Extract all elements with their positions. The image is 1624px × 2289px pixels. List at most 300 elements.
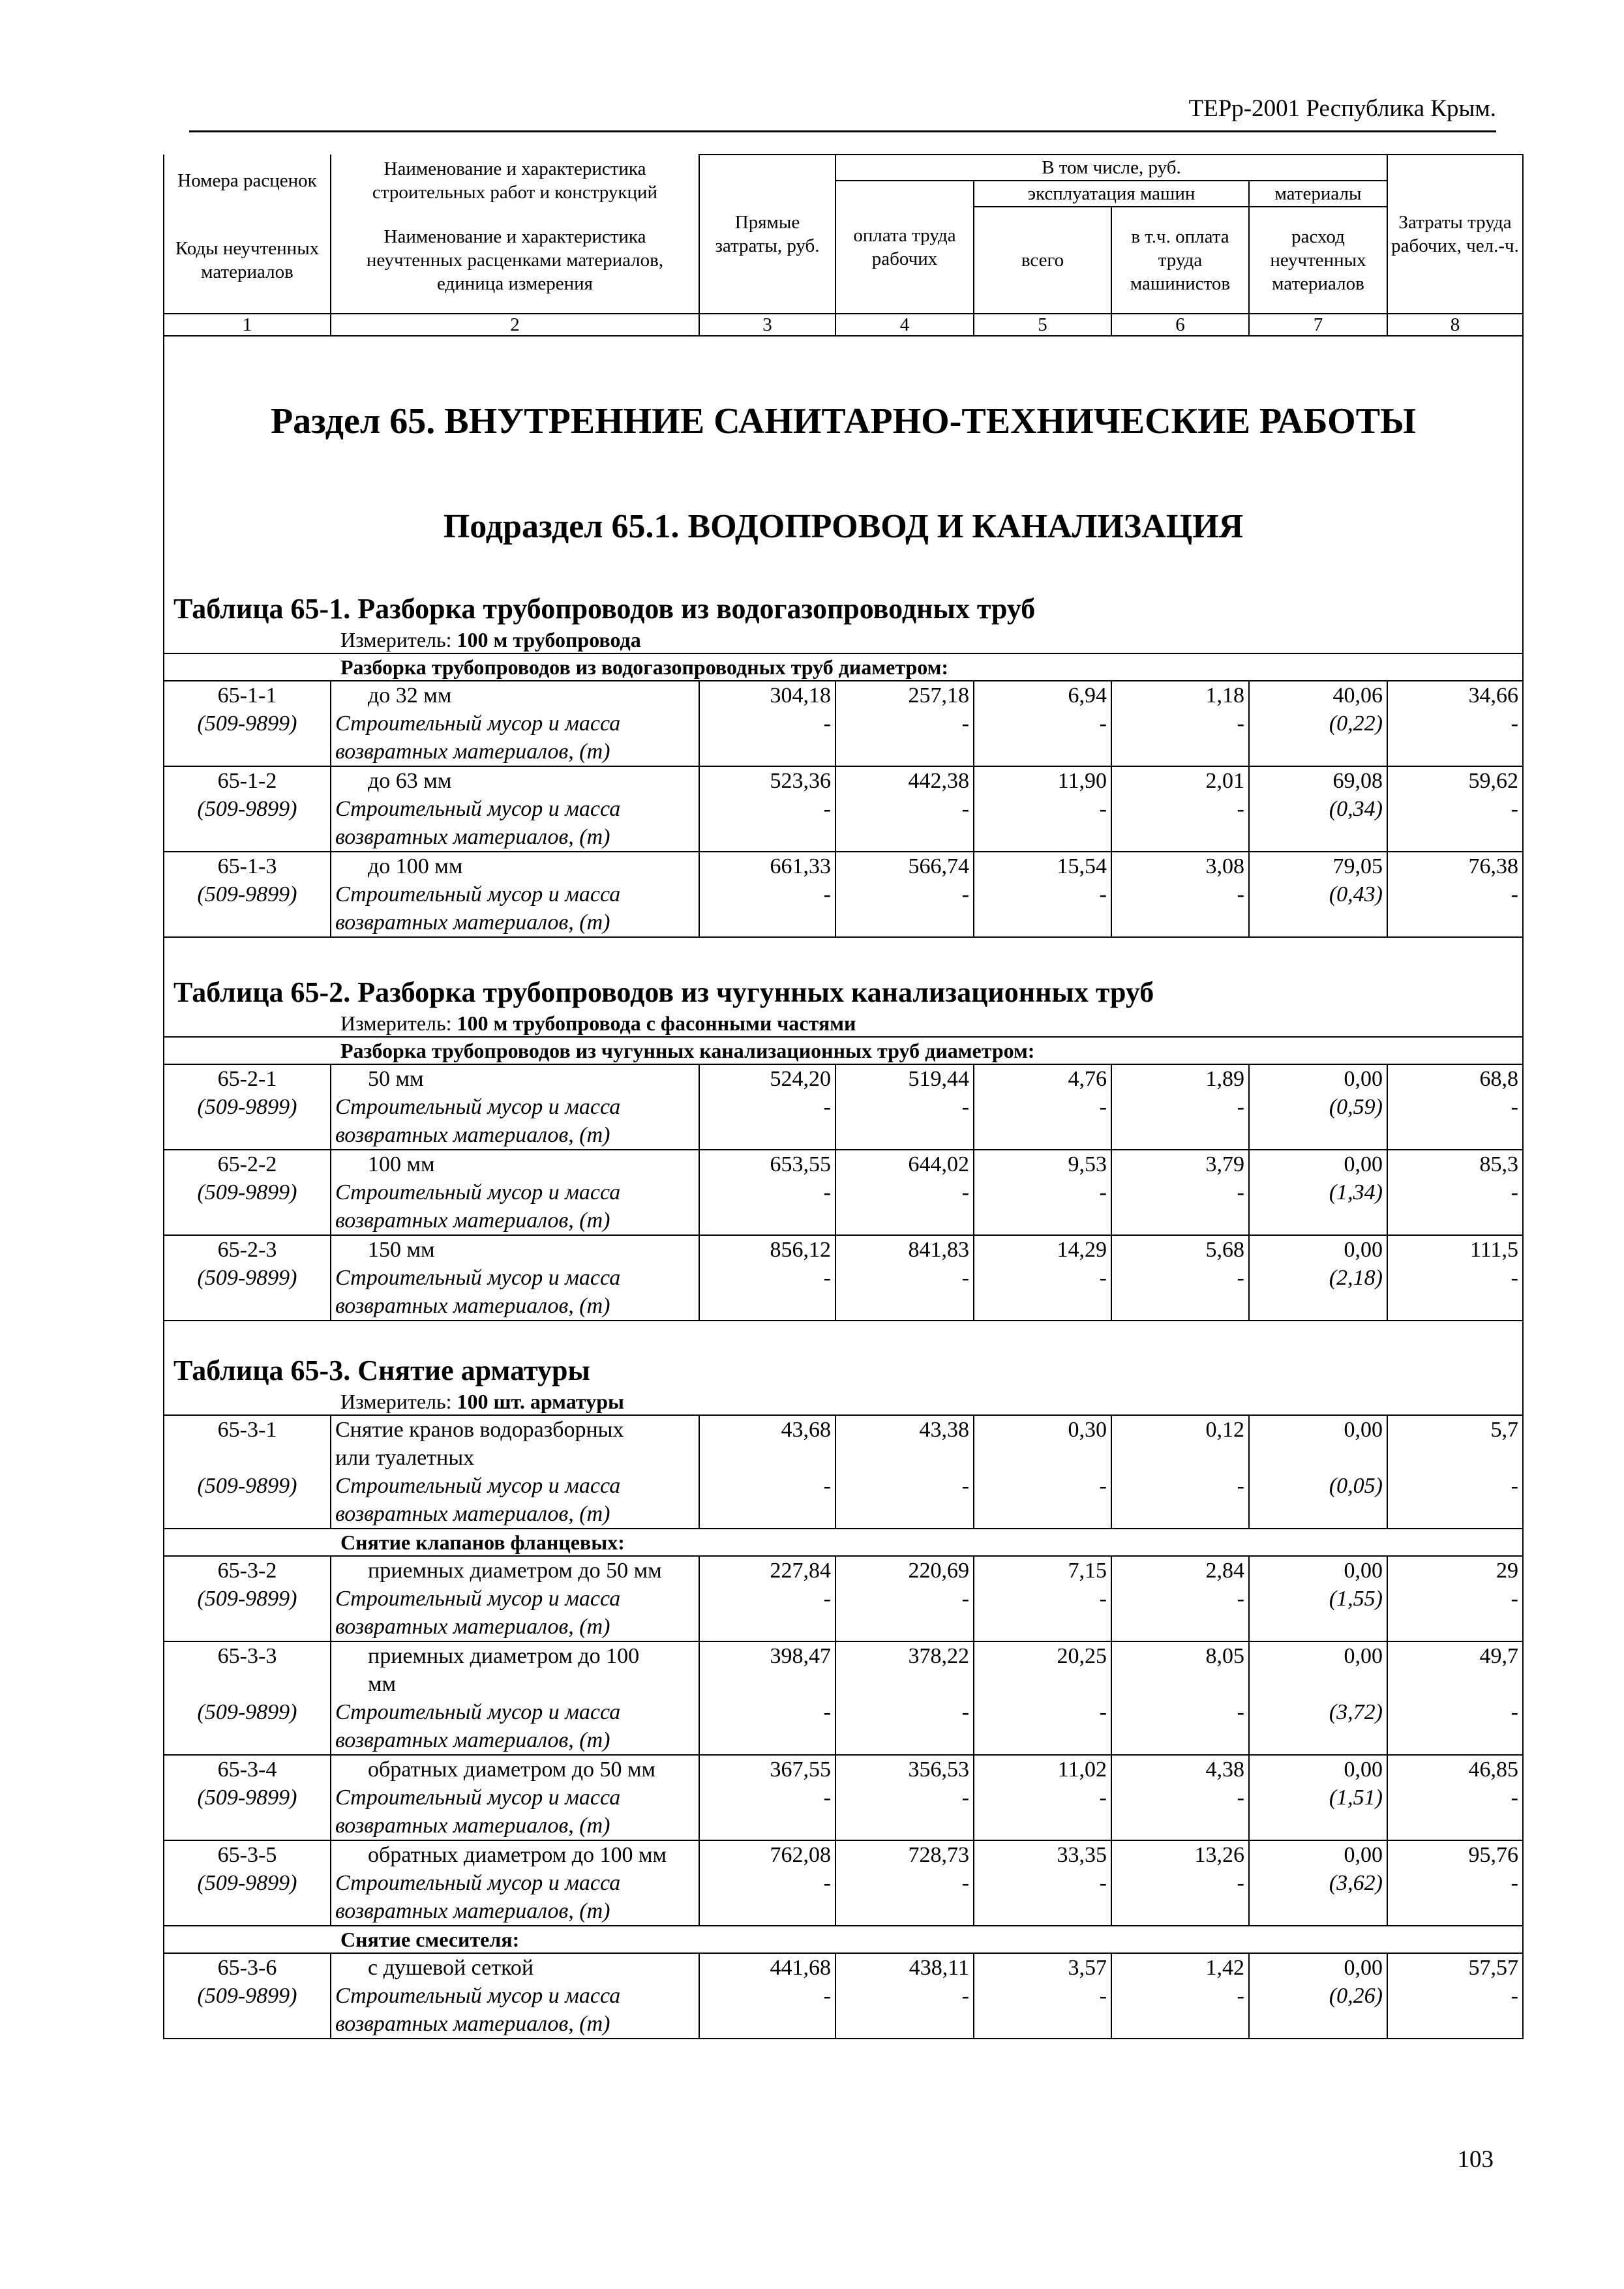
spacer — [164, 548, 1523, 591]
material-code: (509-9899) — [197, 797, 297, 821]
material-name: Строительный мусор и масса — [335, 1786, 621, 1810]
operators-pay-cell — [1111, 766, 1249, 852]
labor-hours-cell — [1387, 1840, 1523, 1926]
direct-costs: 367,55 — [770, 1758, 831, 1782]
rate-code-cell — [164, 1064, 331, 1150]
material-usage: (2,18) — [1329, 1266, 1383, 1290]
material-name: Строительный мусор и масса — [335, 1587, 621, 1611]
rate-code: 65-1-3 — [217, 854, 277, 878]
direct-costs-cell — [699, 1641, 835, 1755]
dash: - — [1237, 1095, 1244, 1119]
material-name: Строительный мусор и масса — [335, 1180, 621, 1204]
direct-costs-cell — [699, 1150, 835, 1235]
labor-hours-cell — [1387, 1556, 1523, 1641]
machines-total-cell — [974, 1755, 1111, 1840]
work-name: до 32 мм — [368, 683, 452, 708]
operators-pay: 5,68 — [1205, 1238, 1244, 1262]
direct-costs: 227,84 — [770, 1559, 831, 1583]
material-name: Строительный мусор и масса — [335, 1871, 621, 1895]
machines-total: 15,54 — [1057, 854, 1107, 878]
spacer — [1254, 1670, 1383, 1698]
labor-hours-cell — [1387, 1064, 1523, 1150]
labor-pay-cell — [835, 1064, 974, 1150]
dash: - — [1099, 797, 1107, 821]
materials-cell — [1249, 852, 1387, 937]
dash: - — [1099, 1871, 1107, 1895]
spacer — [1392, 1444, 1518, 1472]
machines-total: 11,02 — [1057, 1758, 1107, 1782]
dash: - — [1099, 1266, 1107, 1290]
work-name: до 63 мм — [368, 769, 452, 793]
materials: 0,00 — [1344, 1238, 1383, 1262]
dash: - — [1099, 711, 1107, 736]
material-name: возвратных материалов, (т) — [335, 910, 610, 935]
work-name: с душевой сеткой — [368, 1956, 534, 1980]
materials-cell — [1249, 1641, 1387, 1755]
rate-code: 65-3-2 — [217, 1559, 277, 1583]
labor-pay: 438,11 — [909, 1956, 969, 1980]
operators-pay-cell — [1111, 1150, 1249, 1235]
material-code: (509-9899) — [197, 882, 297, 906]
material-code: (509-9899) — [197, 1786, 297, 1810]
material-name: возвратных материалов, (т) — [335, 1502, 610, 1526]
direct-costs-cell — [699, 766, 835, 852]
work-name-cell — [331, 1840, 699, 1926]
labor-pay: 519,44 — [908, 1067, 969, 1091]
rate-code: 65-2-1 — [217, 1067, 277, 1091]
dash: - — [1237, 1700, 1244, 1724]
labor-hours-cell — [1387, 852, 1523, 937]
labor-pay: 220,69 — [908, 1559, 969, 1583]
dash: - — [1511, 882, 1518, 906]
material-usage: (3,72) — [1329, 1700, 1383, 1724]
direct-costs: 441,68 — [770, 1956, 831, 1980]
spacer — [978, 1670, 1107, 1698]
material-usage: (0,22) — [1329, 711, 1383, 736]
dash: - — [1099, 1474, 1107, 1498]
material-code: (509-9899) — [197, 1984, 297, 2008]
machines-total-cell — [974, 1953, 1111, 2039]
dash: - — [823, 1984, 831, 2008]
direct-costs-cell — [699, 1415, 835, 1529]
labor-hours: 85,3 — [1479, 1152, 1518, 1176]
material-usage: (3,62) — [1329, 1871, 1383, 1895]
rate-code: 65-1-1 — [217, 683, 277, 708]
work-name-cell — [331, 1755, 699, 1840]
meter-value: 100 м трубопровода с фасонными частями — [457, 1011, 856, 1035]
direct-costs-cell — [699, 1556, 835, 1641]
labor-hours-cell — [1387, 681, 1523, 766]
labor-pay-cell — [835, 766, 974, 852]
material-usage: (0,59) — [1329, 1095, 1383, 1119]
rate-code: 65-2-2 — [217, 1152, 277, 1176]
machines-total: 6,94 — [1068, 683, 1107, 708]
group-header: Разборка трубопроводов из водогазопроводных труб диаметром: — [164, 653, 1523, 681]
materials-cell — [1249, 1415, 1387, 1529]
spacer — [1116, 1670, 1244, 1698]
machines-total: 11,90 — [1057, 769, 1107, 793]
labor-pay-cell — [835, 1755, 974, 1840]
dash: - — [1237, 1984, 1244, 2008]
operators-pay-cell — [1111, 852, 1249, 937]
material-name: возвратных материалов, (т) — [335, 740, 610, 764]
col-number: 6 — [1111, 314, 1249, 336]
dash: - — [1099, 1180, 1107, 1204]
rate-code-cell — [164, 681, 331, 766]
col-number: 1 — [164, 314, 331, 336]
spacer — [704, 1444, 831, 1472]
col-number: 5 — [974, 314, 1111, 336]
material-name: Строительный мусор и масса — [335, 882, 621, 906]
labor-pay: 257,18 — [908, 683, 969, 708]
operators-pay: 2,01 — [1205, 769, 1244, 793]
table-title: Таблица 65-3. Снятие арматуры — [164, 1353, 1523, 1388]
dash: - — [961, 1266, 969, 1290]
materials: 0,00 — [1344, 1644, 1383, 1668]
dash: - — [961, 1587, 969, 1611]
dash: - — [1511, 1786, 1518, 1810]
col-header-machines-total: всего — [974, 207, 1111, 314]
dash: - — [961, 711, 969, 736]
col-header-work-name: Наименование и характеристика строительных работ и конструкций — [331, 155, 699, 207]
dash: - — [1511, 797, 1518, 821]
machines-total: 14,29 — [1057, 1238, 1107, 1262]
direct-costs-cell — [699, 1235, 835, 1321]
material-usage: (1,34) — [1329, 1180, 1383, 1204]
material-code: (509-9899) — [197, 1871, 297, 1895]
labor-hours: 59,62 — [1468, 769, 1518, 793]
table-row — [164, 1235, 1523, 1321]
dash: - — [823, 1180, 831, 1204]
materials-cell — [1249, 1150, 1387, 1235]
labor-hours: 46,85 — [1468, 1758, 1518, 1782]
dash: - — [1237, 1786, 1244, 1810]
subsection-title: Подраздел 65.1. ВОДОПРОВОД И КАНАЛИЗАЦИЯ — [164, 505, 1523, 548]
dash: - — [823, 1587, 831, 1611]
machines-total: 9,53 — [1068, 1152, 1107, 1176]
meter-value: 100 м трубопровода — [457, 628, 641, 651]
materials-cell — [1249, 766, 1387, 852]
rate-code-cell — [164, 1150, 331, 1235]
direct-costs: 762,08 — [770, 1843, 831, 1867]
labor-pay-cell — [835, 1641, 974, 1755]
meter-label: Измеритель: — [340, 628, 452, 651]
dash: - — [1099, 1095, 1107, 1119]
work-name: обратных диаметром до 100 мм — [368, 1843, 667, 1867]
operators-pay-cell — [1111, 1641, 1249, 1755]
spacer — [704, 1670, 831, 1698]
direct-costs-cell — [699, 681, 835, 766]
rate-code: 65-3-6 — [217, 1956, 277, 1980]
dash: - — [1511, 1587, 1518, 1611]
operators-pay-cell — [1111, 1840, 1249, 1926]
dash: - — [1237, 1266, 1244, 1290]
labor-hours: 49,7 — [1479, 1644, 1518, 1668]
col-header-direct-costs: Прямые затраты, руб. — [699, 155, 835, 314]
labor-pay: 378,22 — [908, 1644, 969, 1668]
dash: - — [961, 1180, 969, 1204]
machines-total-cell — [974, 852, 1111, 937]
labor-pay: 728,73 — [908, 1843, 969, 1867]
dash: - — [1511, 1871, 1518, 1895]
col-header-rate-number: Номера расценок — [164, 155, 331, 207]
materials: 0,00 — [1344, 1843, 1383, 1867]
dash: - — [1237, 1871, 1244, 1895]
table-row — [164, 852, 1523, 937]
materials-cell — [1249, 1755, 1387, 1840]
materials: 40,06 — [1332, 683, 1383, 708]
dash: - — [961, 1871, 969, 1895]
labor-pay-cell — [835, 1235, 974, 1321]
dash: - — [1237, 797, 1244, 821]
operators-pay: 1,18 — [1205, 683, 1244, 708]
col-header-including: В том числе, руб. — [835, 155, 1387, 181]
work-name-cell — [331, 1235, 699, 1321]
labor-hours: 34,66 — [1468, 683, 1518, 708]
dash: - — [1511, 1095, 1518, 1119]
operators-pay: 8,05 — [1205, 1644, 1244, 1668]
dash: - — [1511, 1700, 1518, 1724]
table-row — [164, 1641, 1523, 1755]
dash: - — [823, 1871, 831, 1895]
materials: 0,00 — [1344, 1758, 1383, 1782]
labor-pay: 43,38 — [919, 1418, 969, 1442]
material-name: возвратных материалов, (т) — [335, 1615, 610, 1639]
operators-pay: 3,08 — [1205, 854, 1244, 878]
table-row — [164, 1150, 1523, 1235]
section-title: Раздел 65. ВНУТРЕННИЕ САНИТАРНО-ТЕХНИЧЕСКИЕ РАБОТЫ — [164, 398, 1523, 444]
labor-pay: 356,53 — [908, 1758, 969, 1782]
machines-total: 33,35 — [1057, 1843, 1107, 1867]
material-name: возвратных материалов, (т) — [335, 2012, 610, 2036]
work-name-cell — [331, 852, 699, 937]
header-rule — [189, 130, 1496, 132]
dash: - — [823, 797, 831, 821]
material-name: возвратных материалов, (т) — [335, 825, 610, 849]
labor-pay: 841,83 — [908, 1238, 969, 1262]
work-name-cell — [331, 681, 699, 766]
machines-total: 20,25 — [1057, 1644, 1107, 1668]
materials: 0,00 — [1344, 1559, 1383, 1583]
material-name: возвратных материалов, (т) — [335, 1294, 610, 1318]
machines-total: 3,57 — [1068, 1956, 1107, 1980]
materials-cell — [1249, 1953, 1387, 2039]
table-meter — [164, 1388, 1523, 1415]
work-name: приемных диаметром до 50 мм — [368, 1559, 662, 1583]
labor-pay: 442,38 — [908, 769, 969, 793]
materials: 0,00 — [1344, 1152, 1383, 1176]
table-meter — [164, 1010, 1523, 1037]
dash: - — [823, 1266, 831, 1290]
rate-code: 65-2-3 — [217, 1238, 277, 1262]
group-header: Снятие смесителя: — [164, 1926, 1523, 1953]
material-usage: (0,05) — [1329, 1474, 1383, 1498]
materials-cell — [1249, 1064, 1387, 1150]
dash: - — [1511, 1474, 1518, 1498]
material-code: (509-9899) — [197, 711, 297, 736]
dash: - — [961, 1095, 969, 1119]
labor-hours-cell — [1387, 1641, 1523, 1755]
material-code: (509-9899) — [197, 1180, 297, 1204]
labor-pay: 644,02 — [908, 1152, 969, 1176]
spacer — [1116, 1444, 1244, 1472]
direct-costs: 523,36 — [770, 769, 831, 793]
operators-pay: 1,42 — [1205, 1956, 1244, 1980]
dash: - — [823, 1700, 831, 1724]
labor-hours: 76,38 — [1468, 854, 1518, 878]
rate-code-cell — [164, 1415, 331, 1529]
dash: - — [1099, 1700, 1107, 1724]
material-name: возвратных материалов, (т) — [335, 1899, 610, 1923]
material-usage: (1,55) — [1329, 1587, 1383, 1611]
col-number: 4 — [835, 314, 974, 336]
machines-total-cell — [974, 681, 1111, 766]
material-name: возвратных материалов, (т) — [335, 1728, 610, 1752]
table-row — [164, 1556, 1523, 1641]
dash: - — [1511, 711, 1518, 736]
col-header-material-codes: Коды неучтенных материалов — [164, 207, 331, 314]
page-header: ТЕРр-2001 Республика Крым. — [1188, 95, 1496, 122]
material-code: (509-9899) — [197, 1700, 297, 1724]
work-name: 150 мм — [368, 1238, 435, 1262]
spacer — [978, 1444, 1107, 1472]
table-row — [164, 1953, 1523, 2039]
operators-pay: 1,89 — [1205, 1067, 1244, 1091]
rate-code: 65-1-2 — [217, 769, 277, 793]
operators-pay-cell — [1111, 681, 1249, 766]
dash: - — [961, 797, 969, 821]
labor-hours-cell — [1387, 1150, 1523, 1235]
dash: - — [961, 1786, 969, 1810]
dash: - — [1511, 1180, 1518, 1204]
labor-hours: 95,76 — [1468, 1843, 1518, 1867]
material-usage: (1,51) — [1329, 1786, 1383, 1810]
col-header-labor-pay: оплата труда рабочих — [835, 181, 974, 314]
dash: - — [823, 1095, 831, 1119]
spacer — [840, 1670, 969, 1698]
rate-code-cell — [164, 1755, 331, 1840]
direct-costs: 43,68 — [781, 1418, 831, 1442]
operators-pay-cell — [1111, 1064, 1249, 1150]
col-header-materials: материалы — [1249, 181, 1387, 207]
spacer — [840, 1444, 969, 1472]
dash: - — [1099, 1786, 1107, 1810]
rate-table-area — [163, 154, 1522, 2039]
direct-costs-cell — [699, 1953, 835, 2039]
col-number: 2 — [331, 314, 699, 336]
material-usage: (0,34) — [1329, 797, 1383, 821]
table-row — [164, 766, 1523, 852]
dash: - — [1511, 1266, 1518, 1290]
material-name: Строительный мусор и масса — [335, 1095, 621, 1119]
material-name: Строительный мусор и масса — [335, 1266, 621, 1290]
operators-pay: 0,12 — [1205, 1418, 1244, 1442]
table-header — [164, 155, 1523, 548]
dash: - — [1511, 1984, 1518, 2008]
rate-code-cell — [164, 1840, 331, 1926]
direct-costs-cell — [699, 1840, 835, 1926]
spacer — [164, 1321, 1523, 1353]
table-row — [164, 1064, 1523, 1150]
operators-pay: 4,38 — [1205, 1758, 1244, 1782]
material-usage: (0,26) — [1329, 1984, 1383, 2008]
spacer — [164, 937, 1523, 975]
dash: - — [1099, 1587, 1107, 1611]
dash: - — [1237, 711, 1244, 736]
direct-costs: 398,47 — [770, 1644, 831, 1668]
material-usage: (0,43) — [1329, 882, 1383, 906]
material-name: Строительный мусор и масса — [335, 1700, 621, 1724]
work-name-cell — [331, 1641, 699, 1755]
machines-total-cell — [974, 1064, 1111, 1150]
labor-pay-cell — [835, 1415, 974, 1529]
rate-code-cell — [164, 766, 331, 852]
spacer — [168, 1670, 326, 1698]
work-name: приемных диаметром до 100 — [368, 1644, 640, 1668]
material-code: (509-9899) — [197, 1095, 297, 1119]
work-name: Снятие кранов водоразборных — [335, 1418, 624, 1442]
dash: - — [1237, 1180, 1244, 1204]
material-name: возвратных материалов, (т) — [335, 1123, 610, 1147]
machines-total-cell — [974, 1840, 1111, 1926]
materials: 79,05 — [1332, 854, 1383, 878]
operators-pay-cell — [1111, 1556, 1249, 1641]
col-header-material-names: Наименование и характеристика неучтенных расценками материалов, единица измерения — [331, 207, 699, 314]
dash: - — [823, 1474, 831, 1498]
materials-cell — [1249, 1556, 1387, 1641]
materials: 0,00 — [1344, 1956, 1383, 1980]
materials: 69,08 — [1332, 769, 1383, 793]
operators-pay: 2,84 — [1205, 1559, 1244, 1583]
dash: - — [961, 1474, 969, 1498]
machines-total-cell — [974, 1150, 1111, 1235]
spacer — [168, 1444, 326, 1472]
dash: - — [823, 1786, 831, 1810]
machines-total: 7,15 — [1068, 1559, 1107, 1583]
rate-code-cell — [164, 1641, 331, 1755]
rate-code: 65-3-1 — [217, 1418, 277, 1442]
material-code: (509-9899) — [197, 1587, 297, 1611]
direct-costs: 856,12 — [770, 1238, 831, 1262]
work-name: 50 мм — [368, 1067, 424, 1091]
materials-cell — [1249, 681, 1387, 766]
rate-code: 65-3-4 — [217, 1758, 277, 1782]
labor-pay-cell — [835, 1150, 974, 1235]
dash: - — [1237, 1474, 1244, 1498]
work-name-cell — [331, 1556, 699, 1641]
direct-costs-cell — [699, 1755, 835, 1840]
rate-code-cell — [164, 1556, 331, 1641]
meter-value: 100 шт. арматуры — [457, 1390, 624, 1413]
col-number: 8 — [1387, 314, 1523, 336]
operators-pay: 3,79 — [1205, 1152, 1244, 1176]
table-body — [164, 548, 1523, 2039]
dash: - — [961, 882, 969, 906]
col-number: 3 — [699, 314, 835, 336]
page-number: 103 — [1457, 2146, 1494, 2173]
col-number: 7 — [1249, 314, 1387, 336]
col-header-operators-pay: в т.ч. оплата труда машинистов — [1111, 207, 1249, 314]
dash: - — [1099, 882, 1107, 906]
machines-total-cell — [974, 1235, 1111, 1321]
labor-hours: 29 — [1496, 1559, 1518, 1583]
operators-pay-cell — [1111, 1415, 1249, 1529]
operators-pay-cell — [1111, 1953, 1249, 2039]
col-header-labor-hours: Затраты труда рабочих, чел.-ч. — [1387, 155, 1523, 314]
machines-total-cell — [974, 766, 1111, 852]
labor-hours-cell — [1387, 766, 1523, 852]
labor-hours: 111,5 — [1470, 1238, 1518, 1262]
